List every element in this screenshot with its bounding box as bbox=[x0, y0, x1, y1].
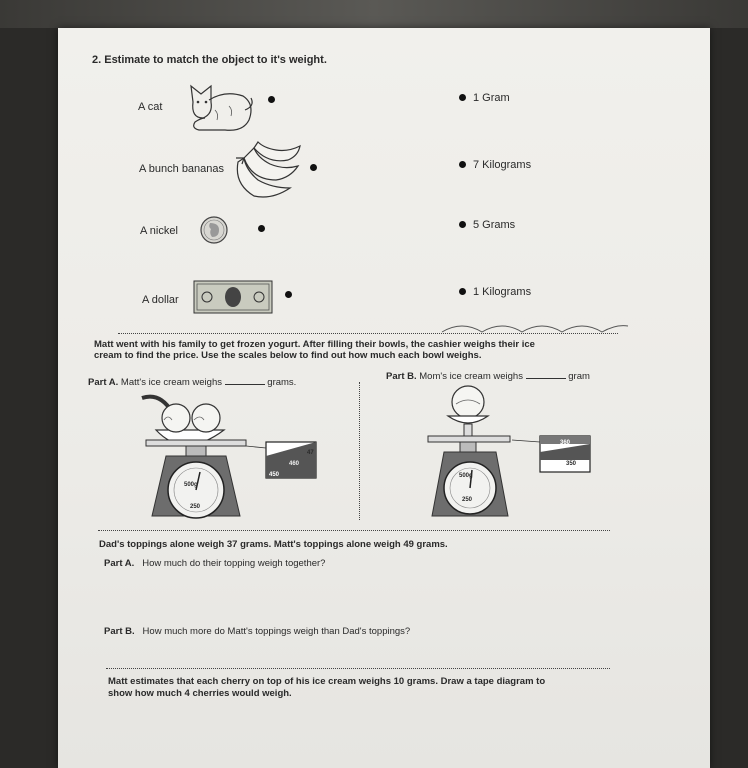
match-dot-5-grams[interactable] bbox=[459, 221, 466, 228]
scale-a-zoom-mid: 460 bbox=[289, 461, 300, 467]
toppings-statement: Dad's toppings alone weigh 37 grams. Matt's toppings alone weigh 49 grams. bbox=[99, 539, 448, 550]
nickel-icon bbox=[199, 215, 229, 245]
section-divider-3 bbox=[106, 668, 610, 669]
toppings-part-a-label: Part A. bbox=[104, 558, 135, 569]
match-dot-bananas[interactable] bbox=[310, 164, 317, 171]
toppings-part-a-question: How much do their topping weigh together? bbox=[142, 558, 326, 569]
weight-1-kilograms: 1 Kilograms bbox=[473, 286, 532, 298]
match-dot-cat[interactable] bbox=[268, 96, 275, 103]
object-bananas: A bunch bananas bbox=[139, 163, 225, 175]
toppings-part-a bbox=[104, 558, 325, 569]
object-nickel: A nickel bbox=[140, 225, 178, 237]
question-2-title: 2. Estimate to match the object to it's weight. bbox=[92, 54, 327, 66]
match-dot-1-kilograms[interactable] bbox=[459, 288, 466, 295]
part-b-label: Part B. bbox=[386, 371, 417, 382]
scale-a-illustration bbox=[134, 390, 334, 530]
toppings-part-b-label: Part B. bbox=[104, 626, 135, 637]
object-dollar: A dollar bbox=[142, 294, 179, 306]
weight-5-grams: 5 Grams bbox=[473, 219, 516, 231]
dollar-bill-icon bbox=[193, 280, 273, 314]
scale-a-dial-center: 500g bbox=[184, 482, 198, 488]
cherry-line-1: Matt estimates that each cherry on top of his ice cream weighs 10 grams. Draw a tape diagram to bbox=[108, 676, 546, 687]
part-a-answer-blank[interactable] bbox=[225, 375, 265, 385]
scale-b-dial-bottom: 250 bbox=[462, 497, 473, 503]
scales-divider bbox=[359, 382, 360, 520]
weight-1-gram: 1 Gram bbox=[473, 92, 510, 104]
weight-7-kilograms: 7 Kilograms bbox=[473, 159, 532, 171]
part-b-text: Mom's ice cream weighs bbox=[419, 371, 523, 382]
scale-a-zoom-low: 450 bbox=[269, 472, 280, 478]
match-dot-1-gram[interactable] bbox=[459, 94, 466, 101]
bananas-icon bbox=[232, 140, 304, 202]
object-cat: A cat bbox=[138, 101, 163, 113]
part-a-label: Part A. bbox=[88, 377, 119, 388]
cherry-line-2: show how much 4 cherries would weigh. bbox=[108, 688, 292, 699]
scale-b-zoom-top: 360 bbox=[560, 440, 571, 446]
part-b-unit: gram bbox=[568, 371, 590, 382]
section-divider-2 bbox=[98, 530, 610, 531]
yogurt-intro-line-2: cream to find the price. Use the scales below to find out how much each bowl weighs. bbox=[94, 350, 482, 361]
yogurt-intro-line-1: Matt went with his family to get frozen yogurt. After filling their bowls, the cashier weighs their ice bbox=[94, 339, 535, 350]
toppings-part-b bbox=[104, 626, 410, 637]
toppings-part-b-question: How much more do Matt's toppings weigh than Dad's toppings? bbox=[142, 626, 411, 637]
scale-a-dial-bottom: 250 bbox=[190, 504, 201, 510]
match-dot-dollar[interactable] bbox=[285, 291, 292, 298]
wavy-line-decoration bbox=[440, 318, 630, 338]
scale-a-zoom-top: 47 bbox=[307, 450, 314, 456]
cat-icon bbox=[185, 80, 257, 136]
part-a-unit: grams. bbox=[267, 377, 297, 388]
photo-background-top bbox=[0, 0, 748, 28]
part-a-text: Matt's ice cream weighs bbox=[120, 377, 222, 388]
scale-b-zoom-low: 350 bbox=[566, 461, 577, 467]
part-a-scale-question bbox=[88, 375, 296, 388]
match-dot-7-kilograms[interactable] bbox=[459, 161, 466, 168]
scale-b-illustration bbox=[420, 380, 620, 525]
match-dot-nickel[interactable] bbox=[258, 225, 265, 232]
scale-b-dial-center: 500g bbox=[459, 473, 473, 479]
part-b-answer-blank[interactable] bbox=[526, 369, 566, 379]
